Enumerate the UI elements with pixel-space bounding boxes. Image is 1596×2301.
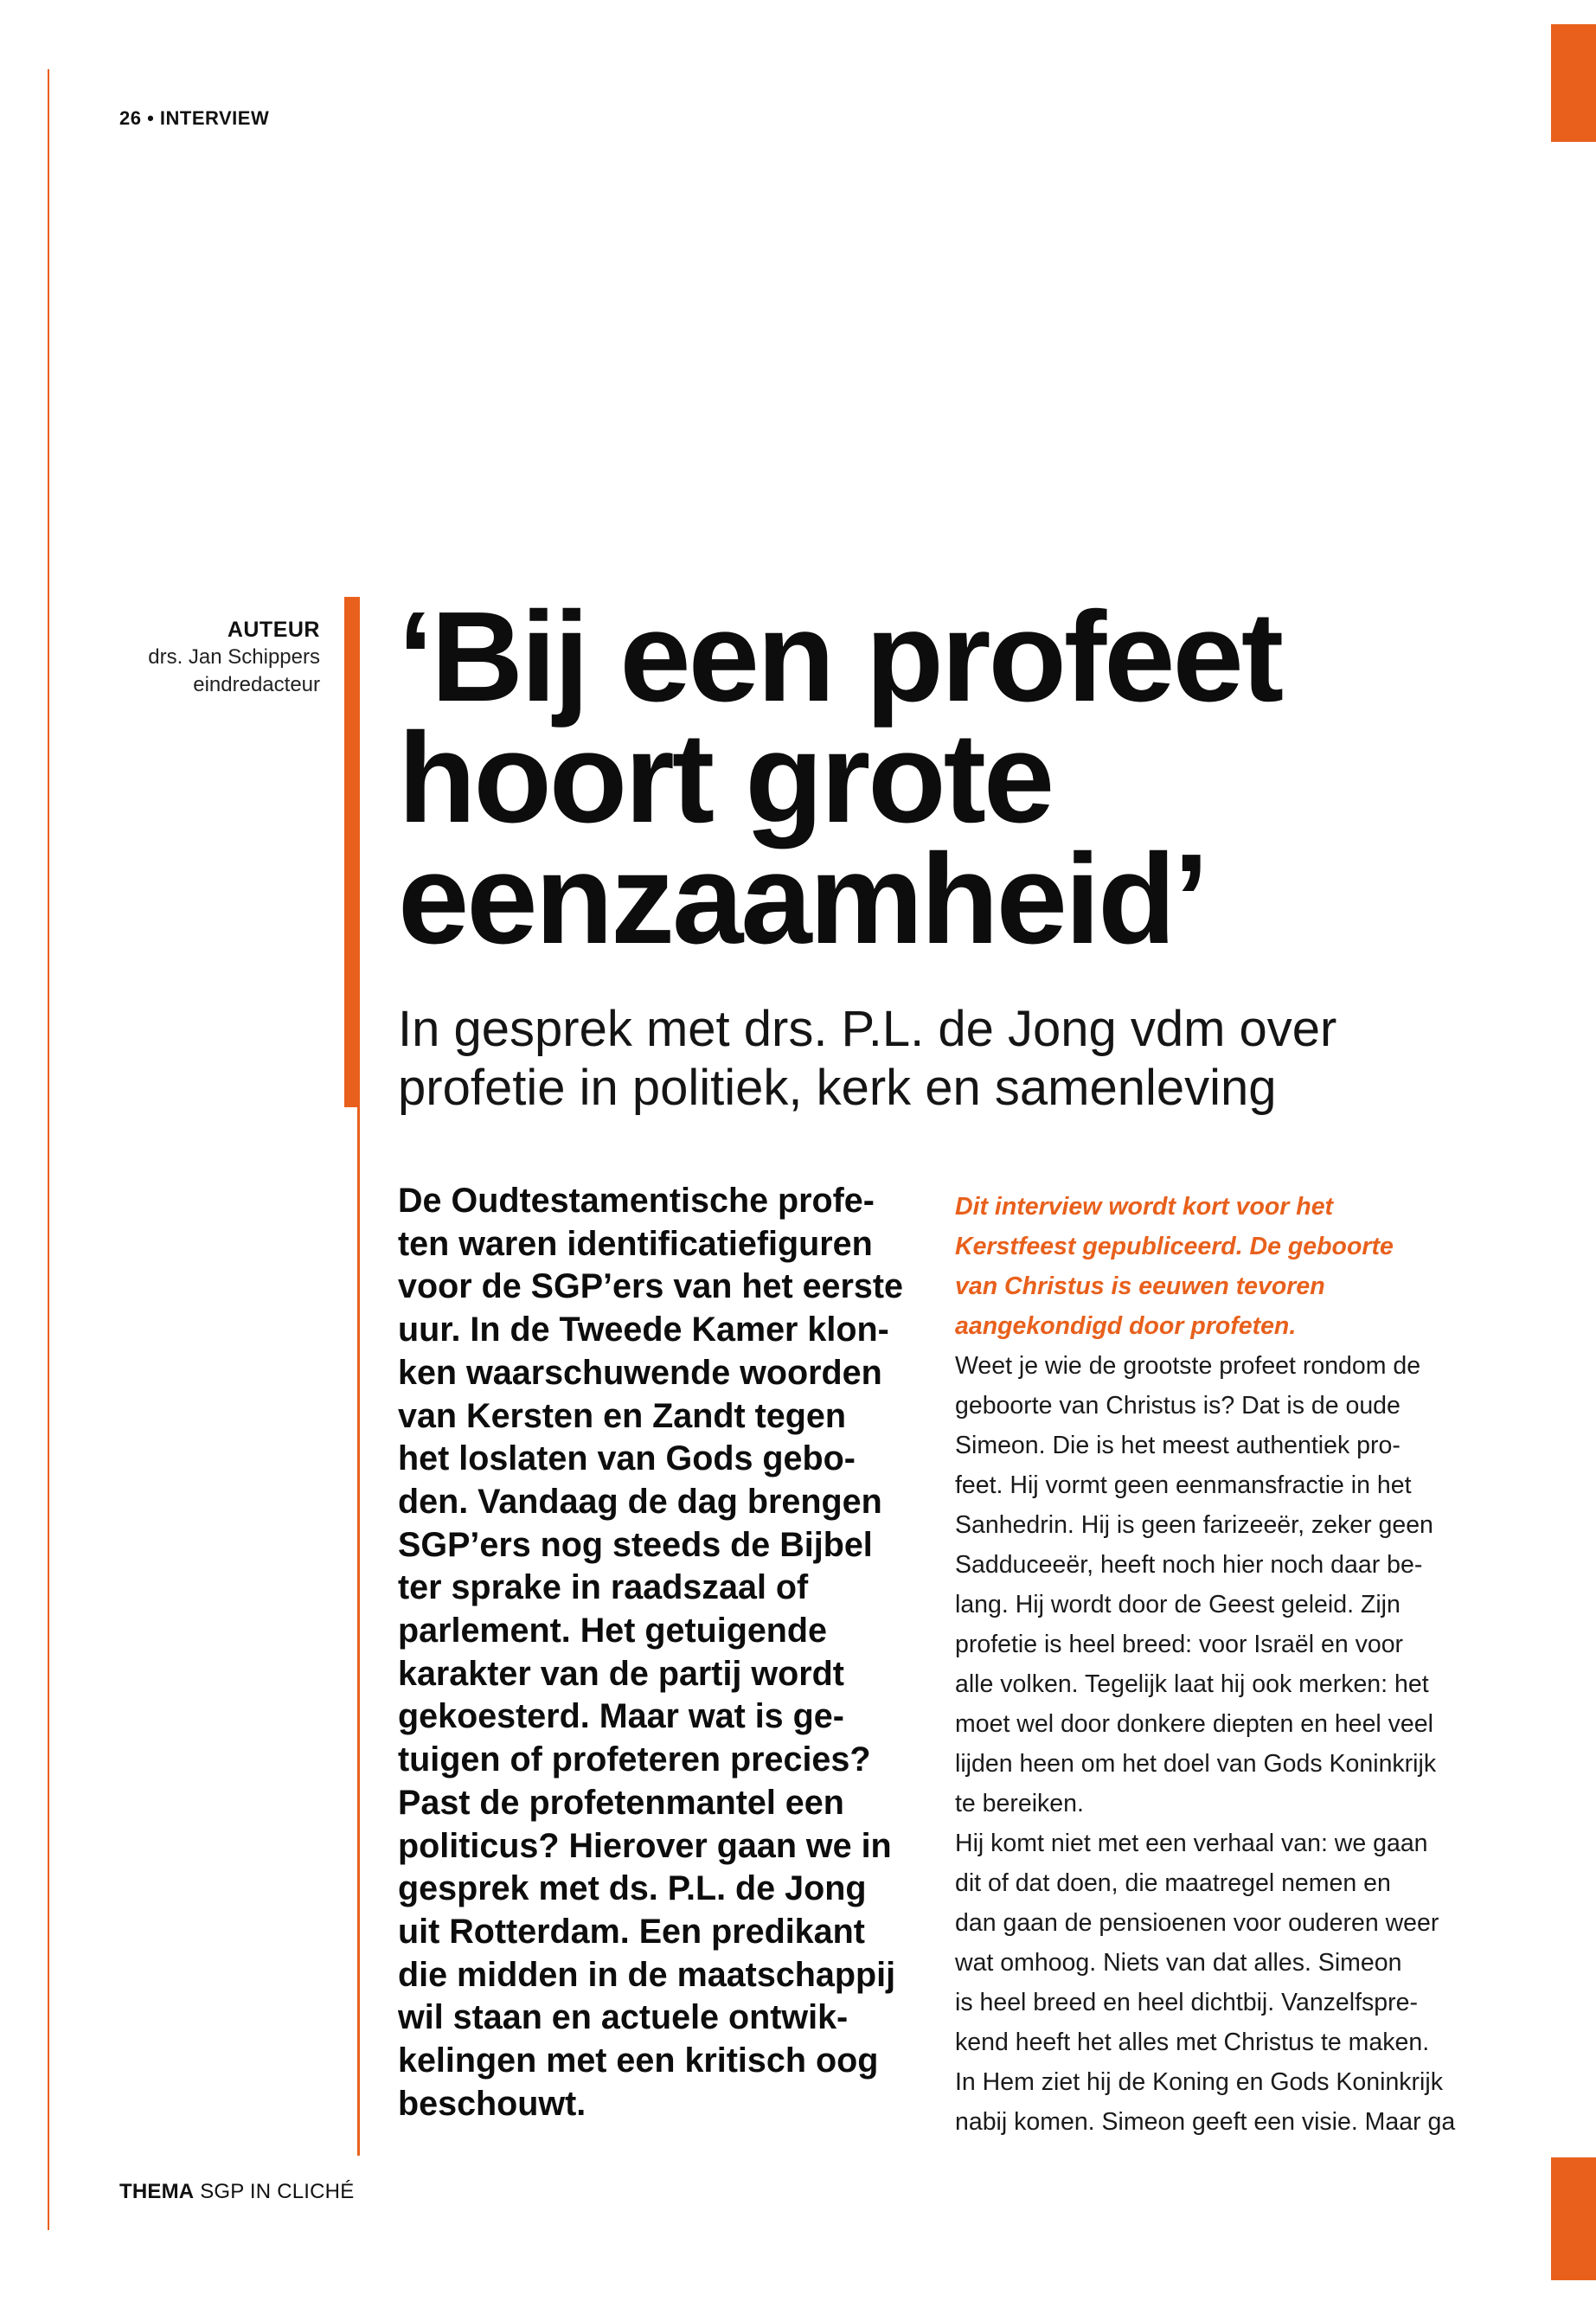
page-edge-tab-top: [1551, 24, 1596, 142]
headline-line: hoort grote: [398, 707, 1053, 849]
intro-line: karakter van de partij wordt: [398, 1654, 844, 1693]
margin-rule: [48, 69, 49, 2230]
intro-line: uit Rotterdam. Een predikant: [398, 1912, 865, 1951]
body-line: lang. Hij wordt door de Geest geleid. Zijn: [955, 1591, 1401, 1618]
body-line: dit of dat doen, die maatregel nemen en: [955, 1869, 1391, 1897]
body-line: In Hem ziet hij de Koning en Gods Koninkrijk: [955, 2068, 1443, 2096]
intro-line: van Kersten en Zandt tegen: [398, 1396, 846, 1435]
lead-line: Dit interview wordt kort voor het: [955, 1193, 1334, 1221]
body-line: is heel breed en heel dichtbij. Vanzelfspre-: [955, 1989, 1418, 2016]
page-edge-tab-bottom: [1551, 2157, 1596, 2280]
article-headline: [398, 586, 1522, 971]
body-line: Hij komt niet met een verhaal van: we gaan: [955, 1830, 1428, 1857]
intro-line: voor de SGP’ers van het eerste: [398, 1267, 903, 1306]
intro-text: [398, 1180, 926, 2125]
headline-line: eenzaamheid’: [398, 828, 1207, 971]
footer-thema: THEMA: [119, 2180, 195, 2203]
body-line: feet. Hij vormt geen eenmansfractie in het: [955, 1471, 1412, 1499]
body-line: wat omhoog. Niets van dat alles. Simeon: [955, 1949, 1402, 1977]
article-column-right: [955, 1187, 1483, 2142]
body-paragraph-1: [955, 1346, 1483, 1823]
body-line: Sadduceeër, heeft noch hier noch daar be-: [955, 1551, 1423, 1579]
page-header-label: 26 • INTERVIEW: [119, 107, 270, 129]
intro-line: tuigen of profeteren precies?: [398, 1740, 871, 1779]
body-line: dan gaan de pensioenen voor ouderen weer: [955, 1909, 1439, 1937]
body-line: Sanhedrin. Hij is geen farizeeër, zeker geen: [955, 1511, 1433, 1539]
intro-line: uur. In de Tweede Kamer klon-: [398, 1311, 889, 1349]
intro-line: die midden in de maatschappij: [398, 1955, 896, 1994]
subtitle-line: In gesprek met drs. P.L. de Jong vdm over: [398, 1001, 1337, 1057]
lead-line: van Christus is eeuwen tevoren: [955, 1272, 1325, 1300]
body-line: kend heeft het alles met Christus te maken.: [955, 2029, 1430, 2056]
body-line: Simeon. Die is het meest authentiek pro-: [955, 1432, 1401, 1459]
article-subtitle: [398, 1000, 1436, 1118]
body-line: profetie is heel breed: voor Israël en voor: [955, 1631, 1404, 1658]
lead-line: aangekondigd door profeten.: [955, 1312, 1297, 1340]
body-paragraph-2: [955, 1823, 1483, 2142]
headline-accent-bar: [344, 597, 360, 1107]
intro-line: ten waren identificatiefiguren: [398, 1224, 873, 1263]
body-line: te bereiken.: [955, 1790, 1084, 1817]
body-line: Weet je wie de grootste profeet rondom de: [955, 1352, 1421, 1380]
author-block: [69, 616, 320, 699]
headline-line: ‘Bij een profeet: [398, 586, 1282, 728]
body-line: alle volken. Tegelijk laat hij ook merken: het: [955, 1670, 1429, 1698]
intro-accent-rule: [357, 1107, 360, 2156]
intro-line: gesprek met ds. P.L. de Jong: [398, 1869, 867, 1908]
intro-line: wil staan en actuele ontwik-: [398, 1998, 849, 2037]
author-name: drs. Jan Schippers: [148, 645, 320, 669]
body-line: moet wel door donkere diepten en heel veel: [955, 1710, 1433, 1738]
lead-line: Kerstfeest gepubliceerd. De geboorte: [955, 1233, 1394, 1260]
intro-line: den. Vandaag de dag brengen: [398, 1482, 882, 1521]
intro-line: het loslaten van Gods gebo-: [398, 1439, 856, 1478]
intro-line: politicus? Hierover gaan we in: [398, 1826, 892, 1865]
subtitle-line: profetie in politiek, kerk en samenleving: [398, 1060, 1277, 1116]
footer-title: SGP IN CLICHÉ: [200, 2180, 355, 2203]
page-footer: [119, 2180, 354, 2204]
body-line: lijden heen om het doel van Gods Koninkrijk: [955, 1750, 1437, 1778]
body-line: nabij komen. Simeon geeft een visie. Maar ga: [955, 2108, 1456, 2136]
intro-line: parlement. Het getuigende: [398, 1612, 828, 1650]
body-line: geboorte van Christus is? Dat is de oude: [955, 1392, 1401, 1420]
lead-paragraph: [955, 1187, 1483, 1346]
intro-line: beschouwt.: [398, 2084, 586, 2123]
intro-line: ken waarschuwende woorden: [398, 1353, 882, 1392]
intro-line: SGP’ers nog steeds de Bijbel: [398, 1525, 873, 1564]
intro-line: kelingen met een kritisch oog: [398, 2041, 879, 2080]
intro-line: Past de profetenmantel een: [398, 1783, 844, 1822]
intro-line: ter sprake in raadszaal of: [398, 1568, 809, 1607]
author-label: AUTEUR: [227, 618, 320, 642]
intro-line: gekoesterd. Maar wat is ge-: [398, 1697, 844, 1736]
author-role: eindredacteur: [193, 673, 320, 696]
intro-line: De Oudtestamentische profe-: [398, 1182, 875, 1220]
